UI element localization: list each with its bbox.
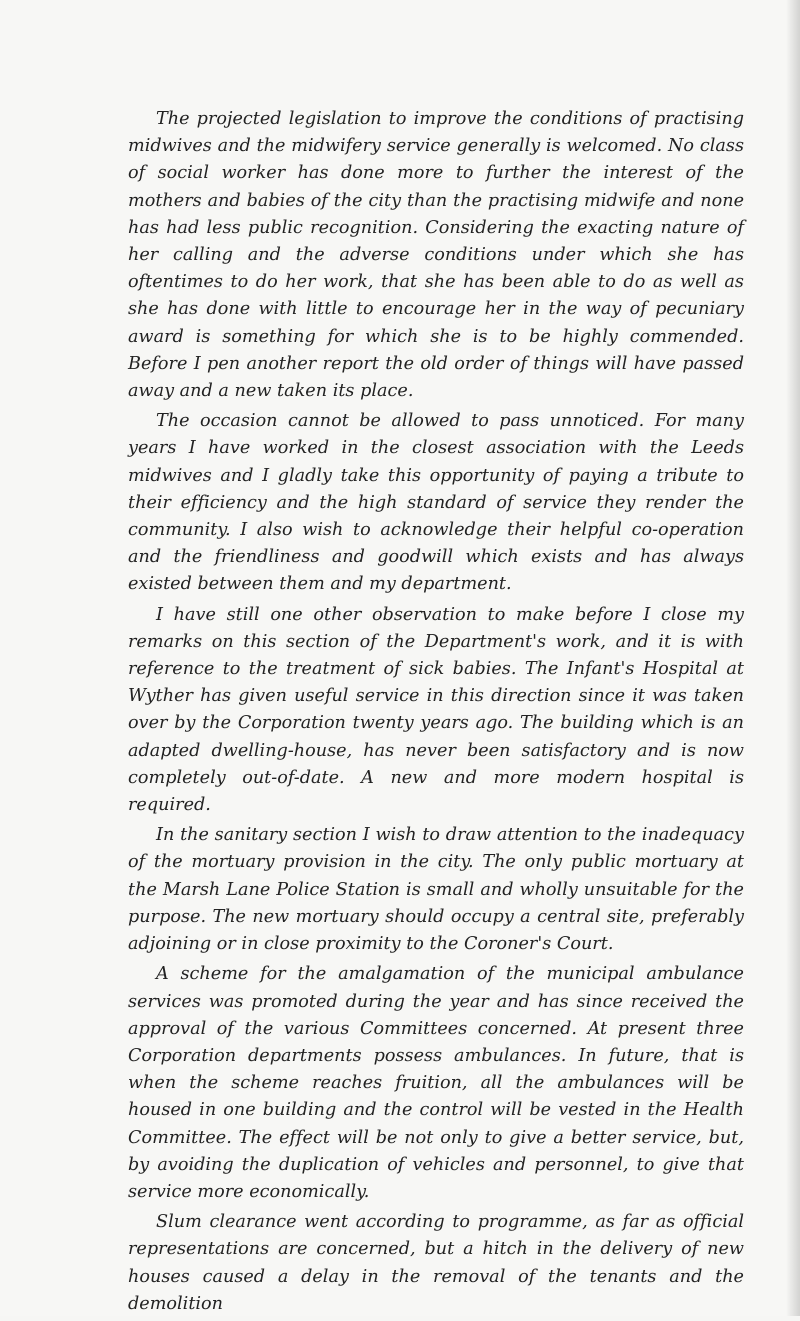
report-text-body	[128, 106, 744, 1321]
paragraph-infants-hospital: I have still one other observation to make before I close my remarks on this section of the Department's work, and it is with reference to the treatment of sick babies. The Infant's Hospital at Wyther has given useful service in this direction since it was taken over by the Corporation twenty years ago. The building which is an adapted dwelling-house, has never been satisfactory and is now completely out-of-date. A new and more modern hospital is required.	[128, 604, 744, 816]
paragraph-slum-clearance: Slum clearance went according to programme, as far as official representations are concerned, but a hitch in the delivery of new houses caused a delay in the removal of the tenants and the demolition	[128, 1212, 744, 1314]
paragraph-mortuary-provision: In the sanitary section I wish to draw attention to the inadequacy of the mortuary provision in the city. The only public mortuary at the Marsh Lane Police Station is small and wholly unsuitable for the purpose. The new mortuary should occupy a central site, preferably adjoining or in close proximity to the Coroner's Court.	[128, 825, 744, 955]
paragraph-ambulance-services: A scheme for the amalgamation of the municipal ambulance services was promoted during the year and has since received the approval of the various Committees concerned. At present three Corporation departments possess ambulances. In future, that is when the scheme reaches fruition, all the ambulances will be housed in one building and the control will be vested in the Health Committee. The effect will be not only to give a better service, but, by avoiding the duplication of vehicles and personnel, to give that service more economically.	[128, 964, 744, 1202]
paragraph-tribute-midwives: The occasion cannot be allowed to pass unnoticed. For many years I have worked in the closest association with the Leeds midwives and I gladly take this opportunity of paying a tribute to their efficiency and the high standard of service they render the community. I also wish to acknowledge their helpful co-operation and the friendliness and goodwill which exists and has always existed between them and my department.	[128, 411, 744, 595]
page-edge-shadow	[786, 0, 800, 1316]
paragraph-midwives-legislation: The projected legislation to improve the conditions of practising midwives and the midwifery service generally is welcomed. No class of social worker has done more to further the interest of the mothers and babies of the city than the practising midwife and none has had less public recognition. Considering the exacting nature of her calling and the adverse conditions under which she has oftentimes to do her work, that she has been able to do as well as she has done with little to encourage her in the way of pecuniary award is something for which she is to be highly commended. Before I pen another report the old order of things will have passed away and a new taken its place.	[128, 109, 744, 402]
